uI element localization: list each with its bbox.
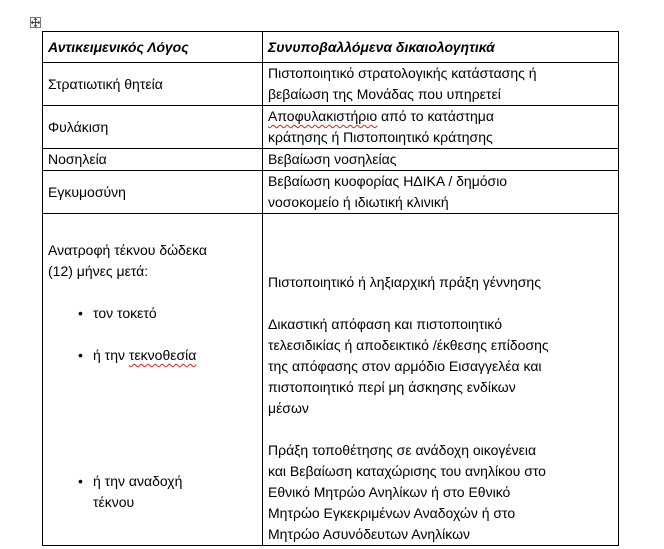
table-row [43, 106, 619, 149]
documents-line: Δικαστική απόφαση και πιστοποιητικό [268, 316, 503, 332]
documents-line: της απόφασης στον αρμόδιο Εισαγγελέα και [268, 358, 542, 374]
documents-table [42, 31, 619, 546]
documents-line: μέσων [268, 400, 309, 416]
reason-cell: Εγκυμοσύνη [43, 171, 263, 214]
bullet-item-birth [48, 303, 258, 324]
bullet-icon: • [78, 473, 83, 489]
reason-cell: Νοσηλεία [43, 149, 263, 171]
table-header-row [43, 32, 619, 63]
spellcheck-word[interactable]: Αποφυλακιστήριο [268, 108, 378, 124]
documents-cell [263, 214, 619, 546]
table-row [43, 149, 619, 171]
bullet-item-adoption [48, 345, 258, 366]
reason-line: Ανατροφή τέκνου δώδεκα [48, 242, 207, 258]
documents-cell [263, 171, 619, 214]
reason-line: (12) μήνες μετά: [48, 263, 149, 279]
table-row [43, 171, 619, 214]
documents-line: Μητρώο Εγκεκριμένων Αναδοχών ή στο [268, 505, 516, 521]
table-move-handle-icon[interactable] [30, 17, 41, 28]
table-row [43, 214, 619, 546]
documents-line: βεβαίωση της Μονάδας που υπηρετεί [268, 86, 501, 102]
documents-line: Βεβαίωση κυοφορίας ΗΔΙΚΑ / δημόσιο [268, 173, 508, 189]
documents-line: νοσοκομείο ή ιδιωτική κλινική [268, 194, 449, 210]
spellcheck-word[interactable]: τεκνοθεσία [128, 347, 197, 363]
bullet-text: ή την [93, 347, 129, 363]
documents-text: από το κατάστημα [377, 108, 494, 124]
documents-cell [263, 149, 619, 171]
header-reason: Αντικειμενικός Λόγος [43, 32, 263, 63]
documents-line: πιστοποιητικό περί μη άσκησης ενδίκων [268, 379, 516, 395]
documents-line: Μητρώο Ασυνόδευτων Ανηλίκων [268, 526, 471, 542]
documents-line: Πιστοποιητικό στρατολογικής κατάστασης ή [268, 65, 537, 81]
documents-line: Βεβαίωση νοσηλείας [268, 151, 397, 167]
bullet-text: τον τοκετό [93, 305, 157, 321]
documents-cell [263, 106, 619, 149]
bullet-text: τέκνου [93, 494, 135, 510]
documents-line: τελεσιδικίας ή αποδεικτικό /έκθεσης επίδοσης [268, 337, 549, 353]
header-documents: Συνυποβαλλόμενα δικαιολογητικά [263, 32, 619, 63]
bullet-icon: • [78, 305, 83, 321]
bullet-icon: • [78, 347, 83, 363]
documents-cell [263, 63, 619, 106]
documents-line: Πράξη τοποθέτησης σε ανάδοχη οικογένεια [268, 442, 537, 458]
reason-cell: Στρατιωτική θητεία [43, 63, 263, 106]
table-row [43, 63, 619, 106]
documents-line: Πιστοποιητικό ή ληξιαρχική πράξη γέννησης [268, 274, 541, 290]
documents-line: Εθνικό Μητρώο Ανηλίκων ή στο Εθνικό [268, 484, 511, 500]
reason-cell [43, 214, 263, 546]
documents-line: και Βεβαίωση καταχώρισης του ανηλίκου στο [268, 463, 546, 479]
documents-line: κράτησης ή Πιστοποιητικό κράτησης [268, 129, 493, 145]
bullet-text: ή την αναδοχή [93, 473, 183, 489]
reason-cell: Φυλάκιση [43, 106, 263, 149]
bullet-item-foster [48, 471, 258, 513]
documents-line [268, 106, 614, 127]
